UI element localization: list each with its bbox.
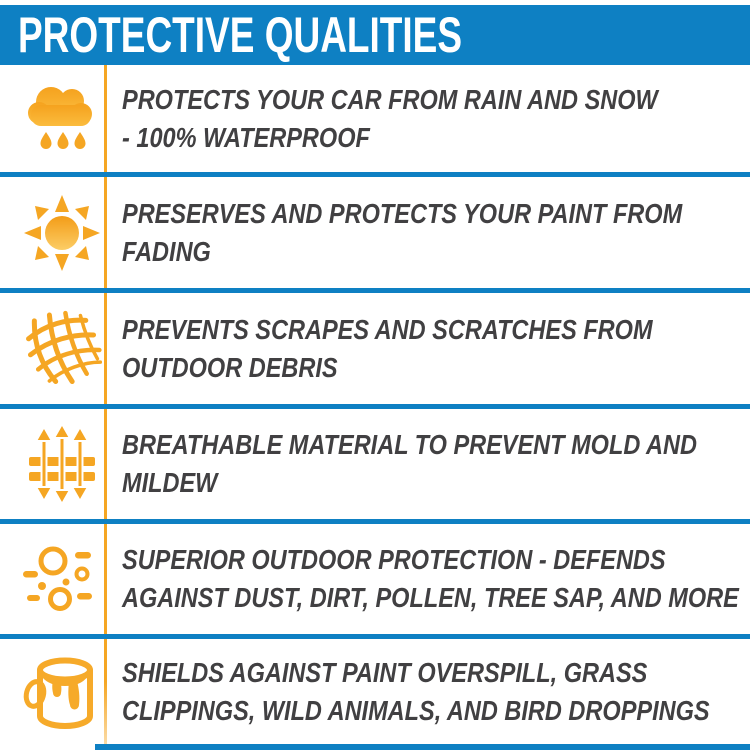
feature-text-line: - 100% WATERPROOF (122, 121, 370, 153)
sun-icon (9, 191, 114, 275)
feature-text-line: CLIPPINGS, WILD ANIMALS, AND BIRD DROPPINGS (122, 694, 710, 726)
feature-text (105, 541, 750, 617)
feature-text-line: SHIELDS AGAINST PAINT OVERSPILL, GRASS (122, 656, 648, 688)
dust-particles-icon (9, 537, 114, 621)
feature-text-line: AGAINST DUST, DIRT, POLLEN, TREE SAP, AND MORE (122, 582, 739, 613)
feature-text-line: OUTDOOR DEBRIS (122, 351, 338, 383)
sun-icon-svg (20, 191, 104, 275)
bottom-accent-bar (95, 744, 750, 750)
mesh-net-icon-svg (20, 307, 104, 391)
feature-row-net (0, 293, 750, 404)
feature-row-rain (0, 65, 750, 172)
paint-bucket-icon-svg (20, 650, 104, 734)
mesh-net-icon (9, 307, 114, 391)
feature-row-breathable (0, 409, 750, 519)
rain-cloud-icon-svg (20, 77, 104, 161)
page-title: PROTECTIVE QUALITIES (18, 7, 463, 63)
feature-text-line: PROTECTS YOUR CAR FROM RAIN AND SNOW (122, 83, 658, 115)
feature-text-line: MILDEW (122, 467, 218, 498)
feature-text-line: FADING (122, 235, 211, 267)
feature-row-paint (0, 639, 750, 744)
feature-text-line: PRESERVES AND PROTECTS YOUR PAINT FROM (122, 197, 683, 229)
feature-text-line: SUPERIOR OUTDOOR PROTECTION - DEFENDS (122, 544, 666, 575)
feature-row-dust (0, 524, 750, 634)
feature-text (105, 195, 750, 271)
breathable-arrows-icon (9, 422, 114, 506)
feature-text (105, 426, 750, 502)
breathable-arrows-icon-svg (20, 422, 104, 506)
feature-text (105, 311, 750, 387)
feature-text-line: PREVENTS SCRAPES AND SCRATCHES FROM (122, 313, 653, 345)
feature-text (105, 654, 750, 730)
dust-particles-icon-svg (20, 537, 104, 621)
paint-bucket-icon (9, 650, 114, 734)
header-bar (0, 5, 750, 65)
feature-row-sun (0, 177, 750, 288)
feature-text-line: BREATHABLE MATERIAL TO PREVENT MOLD AND (122, 429, 697, 460)
rain-cloud-icon (9, 77, 114, 161)
feature-text (105, 81, 750, 157)
